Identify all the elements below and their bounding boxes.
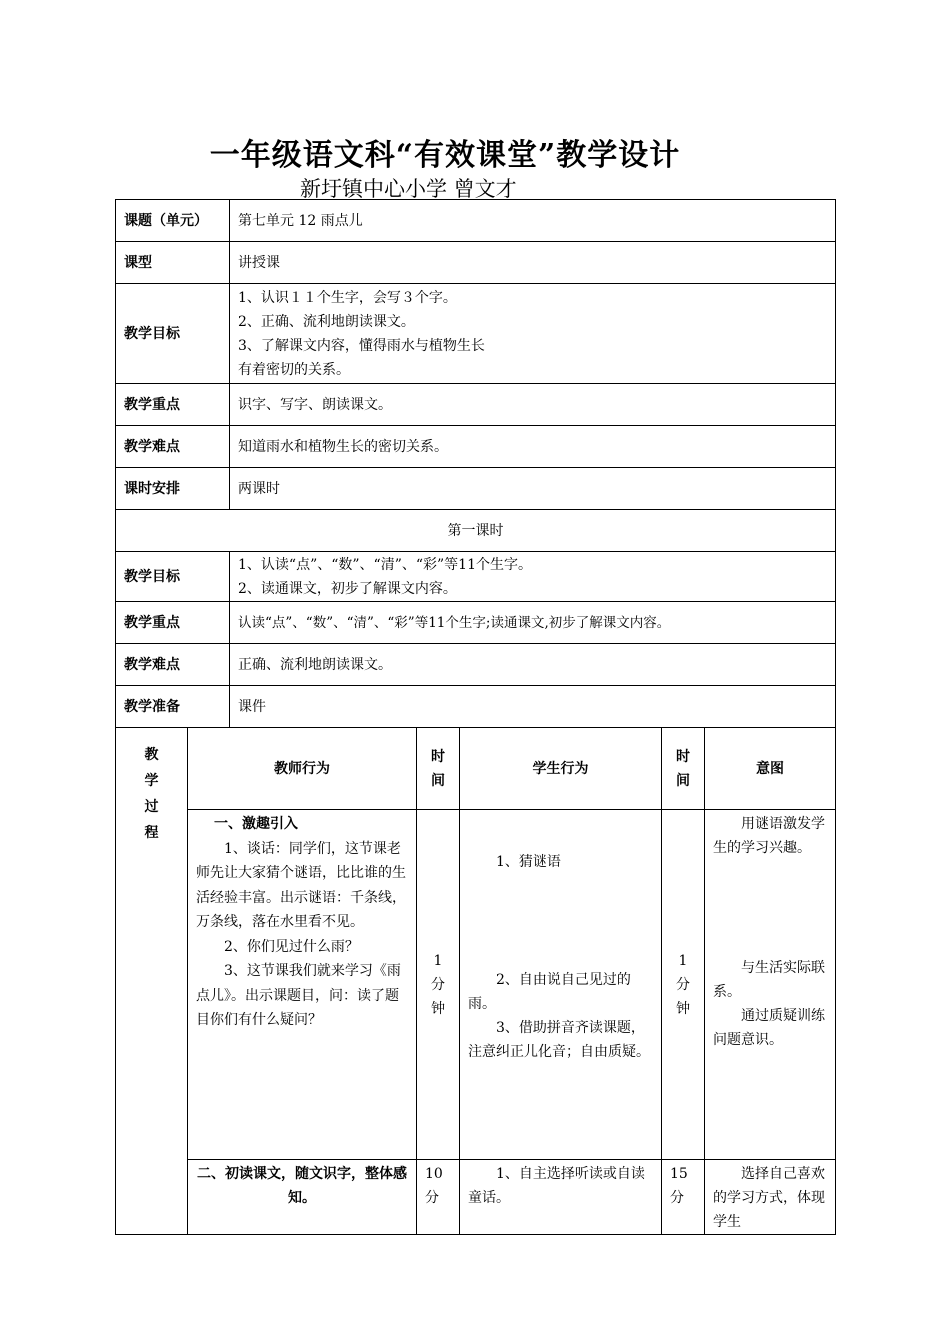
time-char: 间 (676, 772, 690, 789)
row-l1-prep (116, 686, 836, 728)
time-char: 分 (431, 976, 445, 993)
value-key: 识字、写字、朗读课文。 (230, 384, 836, 426)
row-key (116, 384, 836, 426)
process-header-row (116, 728, 836, 810)
lesson-one-heading: 第一课时 (116, 510, 836, 552)
label-hours: 课时安排 (116, 468, 230, 510)
goal-line: 1、认识１１个生字，会写３个字。 (238, 289, 457, 306)
label-l1-difficulty: 教学难点 (116, 644, 230, 686)
value-difficulty: 知道雨水和植物生长的密切关系。 (230, 426, 836, 468)
time-char: 10 (425, 1166, 443, 1182)
value-l1-difficulty: 正确、流利地朗读课文。 (230, 644, 836, 686)
time-char: 分 (670, 1190, 684, 1206)
value-goals (230, 284, 836, 384)
label-l1-prep: 教学准备 (116, 686, 230, 728)
step1-student-text: 2、自由说自己见过的雨。 (468, 972, 631, 1012)
time-char: 时 (431, 748, 445, 765)
goal-line: 2、读通课文，初步了解课文内容。 (238, 580, 457, 597)
row-topic (116, 200, 836, 242)
time-char: 15 (670, 1166, 688, 1182)
header-student: 学生行为 (460, 728, 662, 810)
value-topic: 第七单元 12 雨点儿 (230, 200, 836, 242)
row-type (116, 242, 836, 284)
step1-teacher (188, 810, 417, 1160)
step2-time-1 (417, 1160, 460, 1235)
side-char: 教 (144, 747, 159, 763)
step1-teacher-text: 3、这节课我们就来学习《雨点儿》。出示课题目，问：读了题目你们有什么疑问？ (196, 963, 401, 1028)
header-time-2 (662, 728, 705, 810)
label-type: 课型 (116, 242, 230, 284)
document-title: 一年级语文科“有效课堂”教学设计 (209, 138, 681, 173)
value-l1-prep: 课件 (230, 686, 836, 728)
step1-student (460, 810, 662, 1160)
value-type: 讲授课 (230, 242, 836, 284)
row-l1-difficulty (116, 644, 836, 686)
step2-title: 二、初读课文，随文识字，整体感知。 (188, 1160, 417, 1235)
side-char: 学 (144, 773, 159, 789)
label-topic: 课题（单元） (116, 200, 230, 242)
row-lesson-one (116, 510, 836, 552)
header-time-1 (417, 728, 460, 810)
document-author: 新圩镇中心小学 曾文才 (300, 177, 517, 201)
process-step-1 (116, 810, 836, 1160)
step1-intent-text: 与生活实际联系。 (713, 960, 825, 1000)
row-hours (116, 468, 836, 510)
step1-title: 一、激趣引入 (214, 816, 298, 832)
step1-intent (705, 810, 836, 1160)
label-goals: 教学目标 (116, 284, 230, 384)
process-side-label (116, 728, 188, 1235)
row-difficulty (116, 426, 836, 468)
process-step-2 (116, 1160, 836, 1235)
step2-student: 1、自主选择听读或自读童话。 (460, 1160, 662, 1235)
step1-intent-text: 通过质疑训练问题意识。 (713, 1008, 825, 1048)
time-char: 分 (425, 1190, 439, 1206)
time-char: 1 (433, 952, 443, 969)
value-l1-key: 认读“点”、“数”、“清”、“彩”等11个生字;读通课文,初步了解课文内容。 (230, 602, 836, 644)
time-char: 间 (431, 772, 445, 789)
label-key: 教学重点 (116, 384, 230, 426)
step1-intent-text: 用谜语激发学生的学习兴趣。 (713, 816, 825, 856)
row-l1-key (116, 602, 836, 644)
time-char: 钟 (676, 1000, 690, 1017)
time-char: 1 (678, 952, 688, 969)
step1-teacher-text: 1、谈话：同学们，这节课老师先让大家猜个谜语，比比谁的生活经验丰富。出示谜语：千条线，万条线，落在水里看不见。 (196, 840, 406, 930)
label-difficulty: 教学难点 (116, 426, 230, 468)
row-l1-goals (116, 552, 836, 602)
goal-line: 有着密切的关系。 (238, 361, 350, 378)
header-intent: 意图 (705, 728, 836, 810)
step1-time-1 (417, 810, 460, 1160)
goal-line: 2、正确、流利地朗读课文。 (238, 313, 415, 330)
time-char: 时 (676, 748, 690, 765)
side-char: 程 (144, 825, 159, 841)
time-char: 钟 (431, 1000, 445, 1017)
header-teacher: 教师行为 (188, 728, 417, 810)
step1-student-text: 1、猜谜语 (496, 854, 561, 870)
goal-line: 3、了解课文内容，懂得雨水与植物生长 (238, 337, 485, 354)
step1-time-2 (662, 810, 705, 1160)
label-l1-goals: 教学目标 (116, 552, 230, 602)
time-char: 分 (676, 976, 690, 993)
step2-time-2 (662, 1160, 705, 1235)
value-l1-goals (230, 552, 836, 602)
step1-teacher-text: 2、你们见过什么雨？ (224, 938, 359, 955)
row-goals (116, 284, 836, 384)
value-hours: 两课时 (230, 468, 836, 510)
step1-student-text: 3、借助拼音齐读课题，注意纠正儿化音；自由质疑。 (468, 1020, 650, 1060)
side-char: 过 (144, 799, 159, 815)
step2-intent: 选择自己喜欢的学习方式，体现学生 (705, 1160, 836, 1235)
goal-line: 1、认读“点”、“数”、“清”、“彩”等11个生字。 (238, 556, 532, 573)
lesson-plan-table (115, 199, 836, 1235)
label-l1-key: 教学重点 (116, 602, 230, 644)
